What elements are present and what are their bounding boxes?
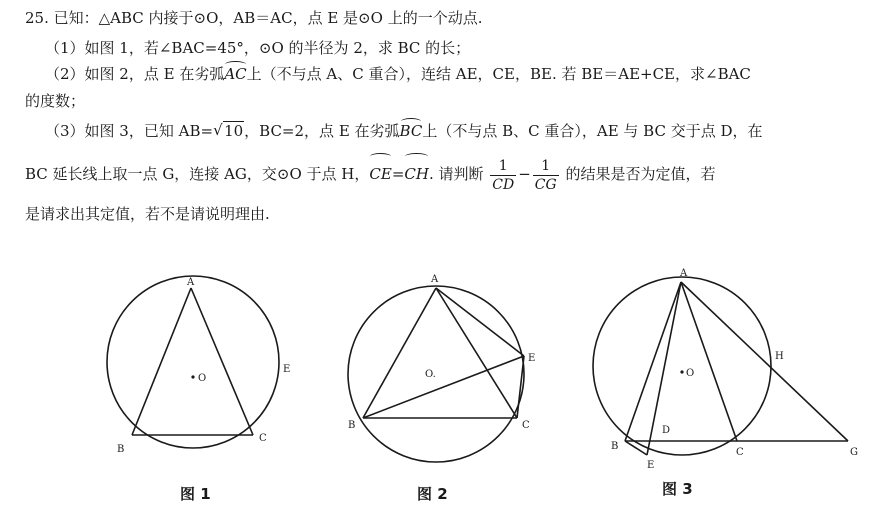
fig2-caption: 图 2 — [417, 485, 448, 503]
part3-mid: ，BC=2，点 E 在劣弧 — [244, 122, 400, 140]
fig3-label-b: B — [611, 441, 619, 452]
frac2-denominator: CG — [534, 176, 557, 193]
fig3-side-ab — [625, 282, 681, 441]
problem-header: 25. 已知：△ABC 内接于⊙O，AB＝AC，点 E 是⊙O 上的一个动点. — [25, 9, 483, 27]
part3-pre: （3）如图 3，已知 AB= — [45, 122, 214, 140]
fig3-label-g: G — [850, 447, 858, 458]
fig3-label-c: C — [736, 447, 744, 458]
figure-2 — [348, 274, 535, 462]
frac1-denominator: CD — [492, 176, 515, 193]
fig1-center-dot — [191, 375, 194, 378]
fig2-side-ab — [363, 288, 436, 418]
frac2-numerator: 1 — [541, 157, 551, 174]
fig3-label-e: E — [647, 460, 655, 471]
fig3-circle — [593, 277, 771, 455]
fig3-center-dot — [680, 370, 683, 373]
fig2-label-o: O. — [425, 369, 436, 380]
arc-bc-label: BC — [399, 122, 423, 140]
fig1-label-e: E — [283, 364, 291, 375]
part3-line2-mid: . 请判断 — [428, 165, 484, 183]
fig1-side-ab — [132, 288, 191, 435]
fig1-label-a: A — [187, 277, 195, 288]
fig3-caption: 图 3 — [662, 480, 693, 498]
fig2-side-ac — [436, 288, 517, 418]
fig2-segment-be — [363, 356, 524, 418]
fig1-label-b: B — [117, 444, 125, 455]
sqrt-value: 10 — [224, 122, 244, 140]
arc-ce-label: CE — [369, 156, 391, 192]
fig2-label-a: A — [431, 274, 439, 285]
fig3-label-a: A — [680, 268, 688, 279]
part2-pre: （2）如图 2，点 E 在劣弧 — [45, 65, 225, 83]
arc-ch-label: CH — [404, 156, 429, 192]
fig1-side-ac — [191, 288, 253, 435]
figure-1 — [107, 276, 290, 455]
part2-cont: 的度数； — [25, 92, 86, 110]
part3-line3: 是请求出其定值，若不是请说明理由. — [25, 205, 270, 223]
fig1-caption: 图 1 — [180, 485, 211, 503]
fig1-circle — [107, 276, 279, 448]
fig2-circle — [348, 286, 524, 462]
figure-3 — [593, 268, 858, 471]
frac1-numerator: 1 — [498, 157, 508, 174]
fig3-label-d: D — [662, 425, 671, 436]
part3-post: 上（不与点 B、C 重合），AE 与 BC 交于点 D，在 — [422, 122, 763, 140]
part2-post: 上（不与点 A、C 重合），连结 AE，CE，BE. 若 BE＝AE+CE，求∠BAC — [246, 65, 751, 83]
fig2-label-c: C — [522, 420, 530, 431]
fig2-label-e: E — [528, 353, 536, 364]
fig1-label-o: O — [198, 373, 207, 384]
minus-sign: − — [518, 165, 531, 183]
arc-eq-sign: = — [391, 165, 405, 183]
fig1-label-c: C — [259, 433, 267, 444]
part3-line2-post: 的结果是否为定值，若 — [565, 165, 716, 183]
fig3-segment-ag — [681, 282, 848, 441]
part3-line2-pre: BC 延长线上取一点 G，连接 AG，交⊙O 于点 H， — [25, 165, 370, 183]
fig3-label-h: H — [775, 351, 784, 362]
fig3-label-o: O — [686, 368, 695, 379]
fig2-label-b: B — [348, 420, 356, 431]
fig3-side-ac — [681, 282, 737, 441]
part1-text: （1）如图 1，若∠BAC=45°，⊙O 的半径为 2，求 BC 的长； — [45, 39, 471, 57]
arc-ac-label: AC — [224, 65, 247, 83]
